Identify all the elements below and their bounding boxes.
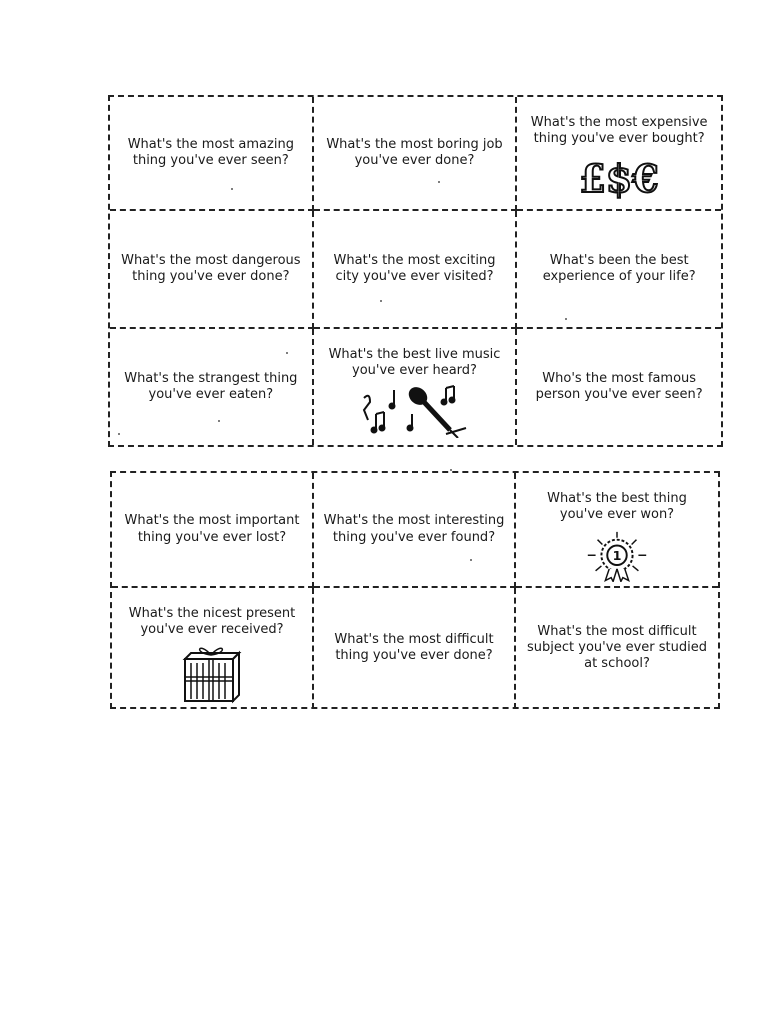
question-text: What's the most exciting city you've ever visited?	[333, 252, 496, 284]
question-cards-sheet-bottom	[110, 471, 720, 709]
question-text: What's the best live music you've ever heard?	[328, 347, 501, 379]
question-card	[314, 211, 518, 329]
question-cards-sheet-top	[108, 95, 723, 447]
question-text: What's the most amazing thing you've ever seen?	[127, 136, 294, 168]
question-text: What's the nicest present you've ever received?	[128, 606, 296, 638]
question-card	[112, 588, 314, 709]
question-card	[110, 211, 314, 329]
question-text: What's been the best experience of your life?	[542, 252, 696, 284]
question-card	[314, 97, 518, 211]
question-text: What's the most boring job you've ever done?	[326, 136, 503, 168]
question-card	[314, 329, 518, 445]
currency-symbols-icon	[569, 152, 669, 202]
question-card	[314, 473, 516, 588]
question-card	[516, 588, 718, 709]
question-card	[314, 588, 516, 709]
question-card	[517, 211, 721, 329]
question-card	[516, 473, 718, 588]
question-card	[112, 473, 314, 588]
question-text: What's the most interesting thing you've ever found?	[323, 513, 505, 545]
question-text: Who's the most famous person you've ever seen?	[535, 370, 703, 402]
currency-symbols-text: £$€	[579, 155, 659, 201]
question-card	[517, 329, 721, 445]
question-text: What's the most difficult thing you've ever done?	[334, 632, 494, 664]
rosette-number: 1	[612, 547, 622, 563]
question-text: What's the most important thing you've ever lost?	[124, 513, 300, 545]
prize-rosette-icon	[577, 528, 657, 583]
gift-box-icon	[177, 643, 247, 705]
question-text: What's the best thing you've ever won?	[547, 491, 687, 523]
question-text: What's the most dangerous thing you've ever done?	[121, 252, 301, 284]
question-text: What's the most expensive thing you've ever bought?	[530, 115, 708, 147]
microphone-music-notes-icon	[354, 384, 474, 438]
question-card	[110, 329, 314, 445]
question-card	[517, 97, 721, 211]
question-card	[110, 97, 314, 211]
question-text: What's the strangest thing you've ever eaten?	[124, 370, 298, 402]
question-text: What's the most difficult subject you've ever studied at school?	[527, 623, 707, 672]
